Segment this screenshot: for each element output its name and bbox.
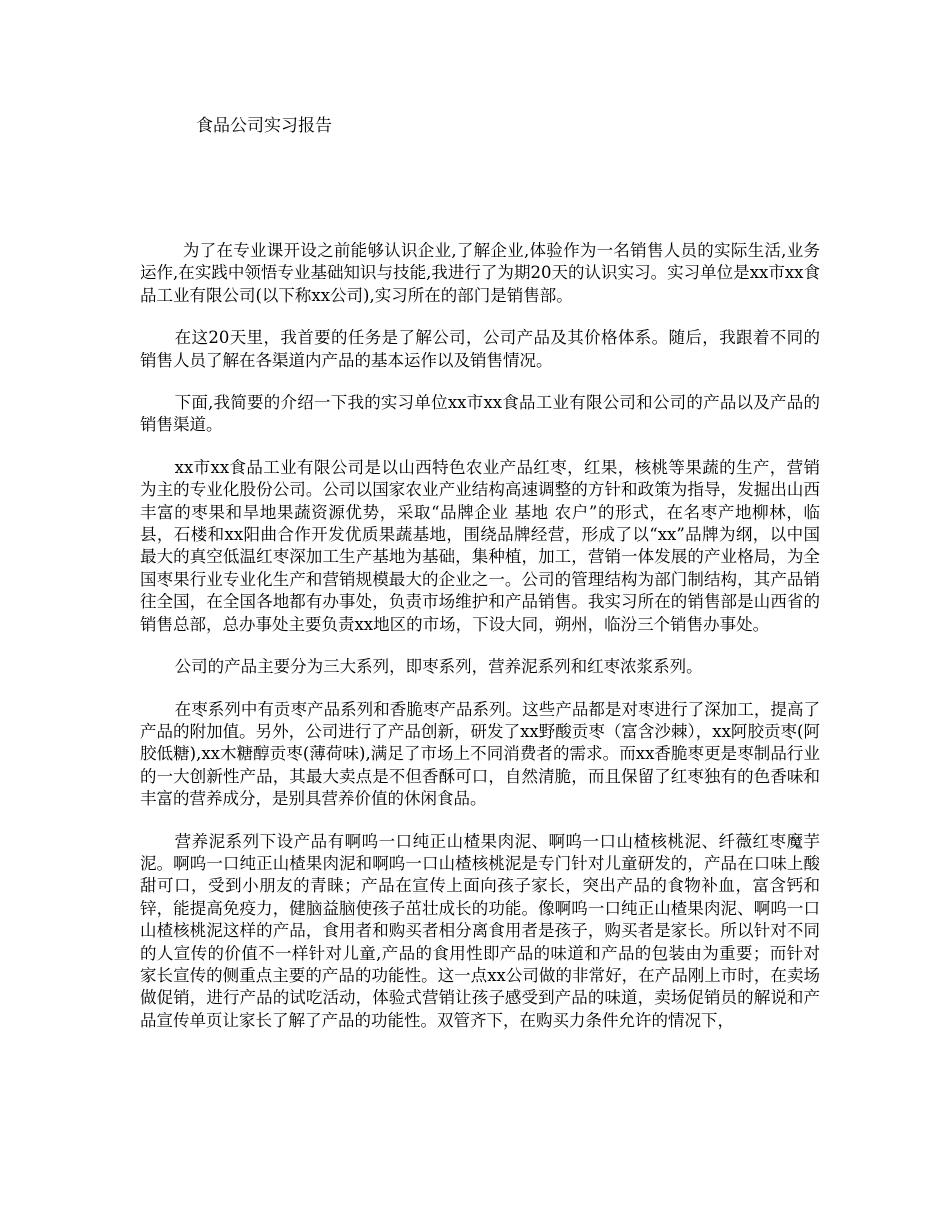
paragraph-first-task: 在这20天里，我首要的任务是了解公司，公司产品及其价格体系。随后，我跟着不同的销售人员了解在各渠道内产品的基本运作以及销售情况。 bbox=[140, 328, 820, 370]
paragraph-puree-series: 营养泥系列下设产品有啊呜一口纯正山楂果肉泥、啊呜一口山楂核桃泥、纤薇红枣魔芋泥。啊呜一口纯正山楂果肉泥和啊呜一口山楂核桃泥是专门针对儿童研发的，产品在口味上酸甜可口，受到小朋友的青睐；产品在宣传上面向孩子家长，突出产品的食物补血，富含钙和锌，能提高免疫力，健脑益脑使孩子茁壮成长的功能。像啊呜一口纯正山楂果肉泥、啊呜一口山楂核桃泥这样的产品，食用者和购买者相分离食用者是孩子，购买者是家长。所以针对不同的人宣传的价值不一样针对儿童,产品的食用性即产品的味道和产品的包装由为重要；而针对家长宣传的侧重点主要的产品的功能性。这一点xx公司做的非常好，在产品刚上市时，在卖场做促销，进行产品的试吃活动，体验式营销让孩子感受到产品的味道，卖场促销员的解说和产品宣传单页让家长了解了产品的功能性。双管齐下，在购买力条件允许的情况下， bbox=[140, 831, 820, 1030]
document-body bbox=[140, 240, 820, 1052]
paragraph-company-profile: xx市xx食品工业有限公司是以山西特色农业产品红枣，红果，核桃等果蔬的生产，营销为主的专业化股份公司。公司以国家农业产业结构高速调整的方针和政策为指导，发掘出山西丰富的枣果和旱地果蔬资源优势，采取“品牌企业 基地 农户”的形式，在名枣产地柳林，临县，石楼和xx阳曲合作开发优质果蔬基地，围绕品牌经营，形成了以“xx”品牌为纲，以中国最大的真空低温红枣深加工生产基地为基础，集种植，加工，营销一体发展的产业格局，为全国枣果行业专业化生产和营销规模最大的企业之一。公司的管理结构为部门制结构，其产品销往全国，在全国各地都有办事处，负责市场维护和产品销售。我实习所在的销售部是山西省的销售总部，总办事处主要负责xx地区的市场，下设大同，朔州，临汾三个销售办事处。 bbox=[140, 457, 820, 634]
paragraph-date-series: 在枣系列中有贡枣产品系列和香脆枣产品系列。这些产品都是对枣进行了深加工，提高了产品的附加值。另外，公司进行了产品创新，研发了xx野酸贡枣（富含沙棘），xx阿胶贡枣(阿胶低糖),xx木糖醇贡枣(薄荷味),满足了市场上不同消费者的需求。而xx香脆枣更是枣制品行业的一大创新性产品，其最大卖点是不但香酥可口，自然清脆，而且保留了红枣独有的色香味和丰富的营养成分，是别具营养价值的休闲食品。 bbox=[140, 699, 820, 809]
paragraph-company-intro: 下面,我简要的介绍一下我的实习单位xx市xx食品工业有限公司和公司的产品以及产品的销售渠道。 bbox=[140, 393, 820, 435]
document-title: 食品公司实习报告 bbox=[196, 116, 332, 136]
paragraph-product-series: 公司的产品主要分为三大系列，即枣系列，营养泥系列和红枣浓浆系列。 bbox=[174, 657, 703, 677]
paragraph-intro: 为了在专业课开设之前能够认识企业,了解企业,体验作为一名销售人员的实际生活,业务运作,在实践中领悟专业基础知识与技能,我进行了为期20天的认识实习。实习单位是xx市xx食品工业有限公司(以下称xx公司),实习所在的部门是销售部。 bbox=[140, 241, 820, 305]
